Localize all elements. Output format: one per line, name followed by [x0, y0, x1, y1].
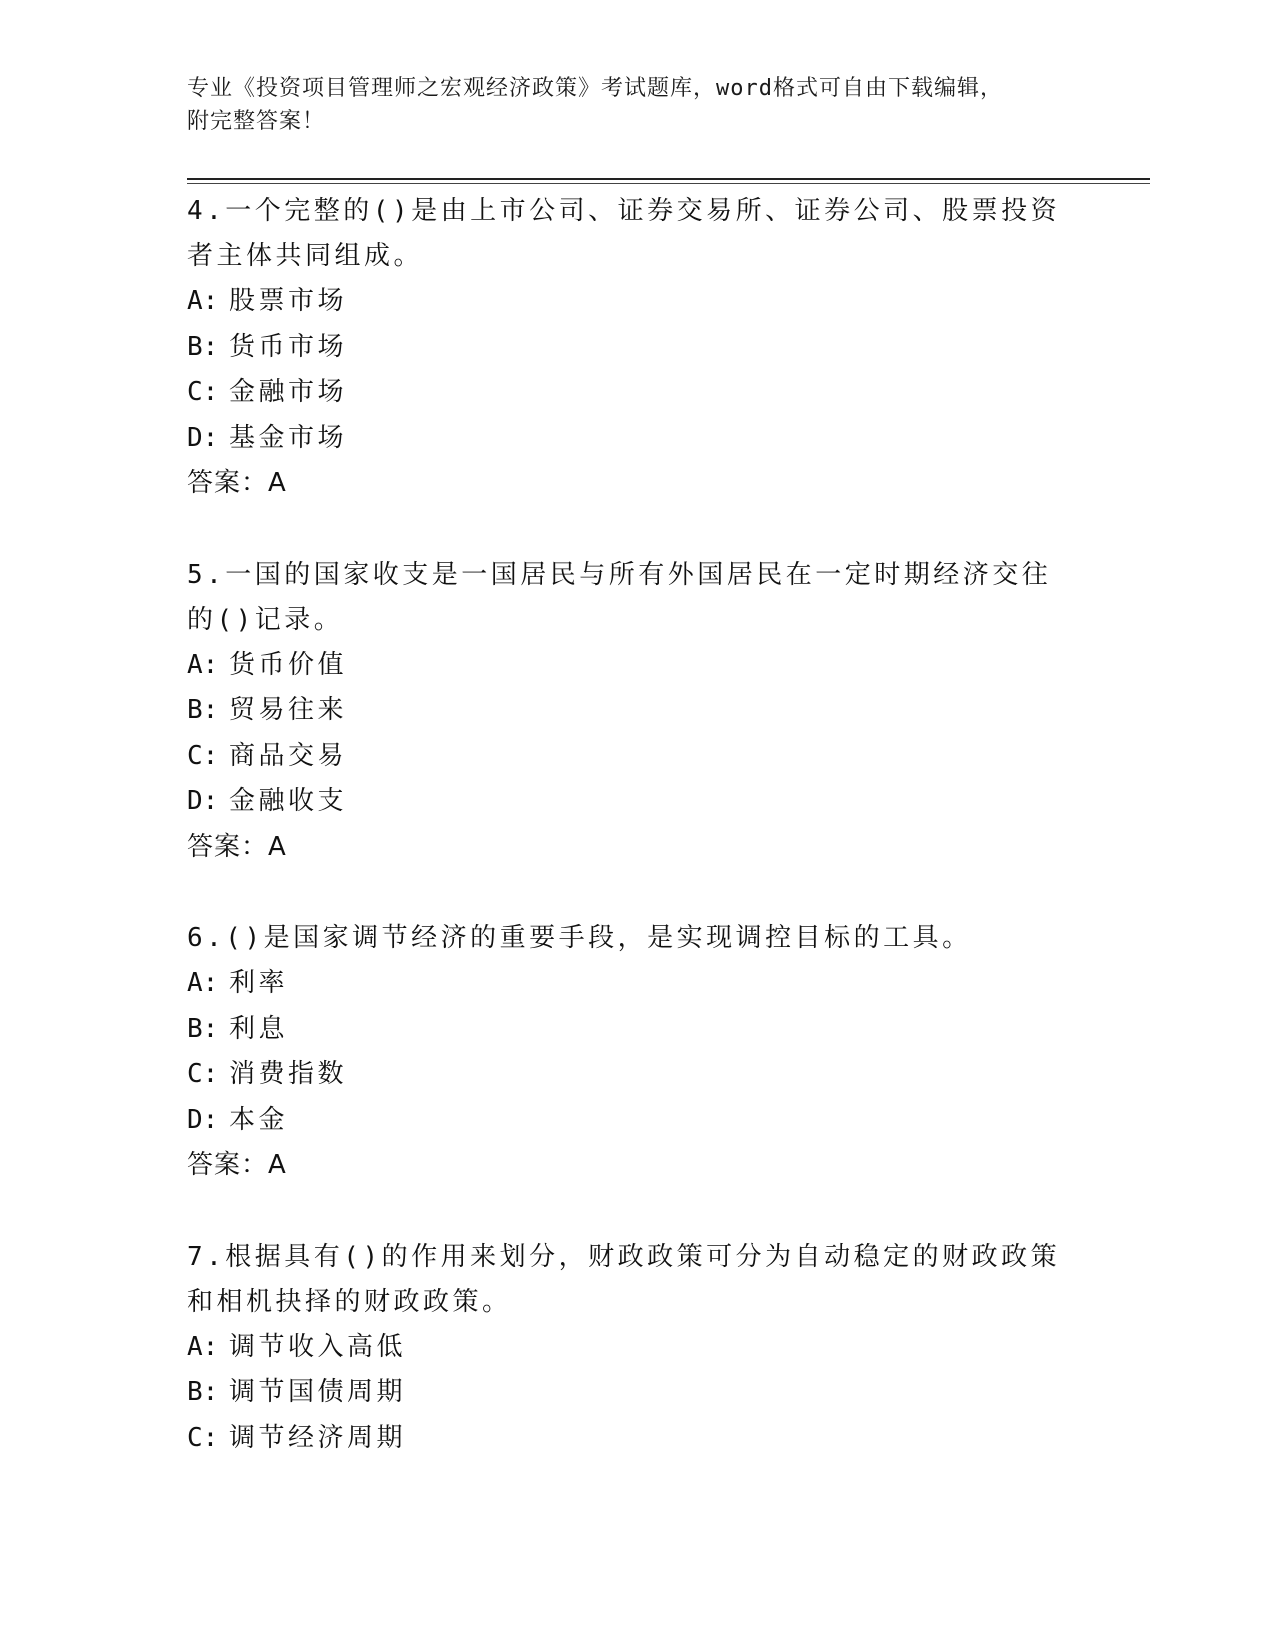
answer-line: 答案：A	[187, 468, 287, 498]
question-5	[187, 553, 1087, 871]
option-b	[187, 688, 1087, 734]
option-text: 调节收入高低	[229, 1331, 407, 1362]
option-text: 调节国债周期	[229, 1377, 407, 1407]
option-b	[187, 325, 1087, 371]
option-letter: C:	[187, 1422, 219, 1453]
option-c	[187, 370, 1087, 416]
option-text: 利率	[229, 968, 289, 998]
answer-line: 答案：A	[187, 831, 287, 862]
option-a	[187, 643, 1087, 689]
header-line-1: 专业《投资项目管理师之宏观经济政策》考试题库，word格式可自由下载编辑，	[187, 76, 1003, 101]
answer-line: 答案：A	[187, 1150, 287, 1180]
option-text: 金融市场	[229, 377, 348, 407]
option-letter: B:	[187, 331, 219, 362]
option-text: 金融收支	[229, 786, 348, 816]
question-6	[187, 916, 1087, 1189]
question-text: 6.()是国家调节经济的重要手段，是实现调控目标的工具。	[187, 923, 972, 953]
question-list	[187, 189, 1087, 1507]
option-letter: B:	[187, 1013, 219, 1044]
option-letter: D:	[187, 786, 219, 816]
option-letter: C:	[187, 1059, 219, 1089]
option-c	[187, 1416, 1087, 1462]
header-line-2: 附完整答案！	[187, 109, 326, 134]
question-text: 7.根据具有()的作用来划分，财政政策可分为自动稳定的财政政策和相机抉择的财政政策。	[187, 1241, 1061, 1317]
question-text: 4.一个完整的()是由上市公司、证券交易所、证券公司、股票投资者主体共同组成。	[187, 196, 1061, 271]
option-letter: B:	[187, 1377, 219, 1407]
option-text: 股票市场	[229, 286, 348, 316]
option-text: 消费指数	[229, 1059, 348, 1089]
option-a	[187, 1325, 1087, 1371]
option-d	[187, 1098, 1087, 1144]
option-a	[187, 279, 1087, 325]
option-letter: C:	[187, 740, 219, 771]
option-text: 商品交易	[229, 740, 348, 771]
header-divider-thick	[187, 178, 1150, 180]
header-divider-thin	[187, 183, 1150, 184]
option-text: 调节经济周期	[229, 1422, 407, 1453]
option-letter: A:	[187, 286, 219, 316]
option-text: 贸易往来	[229, 695, 348, 725]
option-d	[187, 779, 1087, 825]
option-text: 利息	[229, 1013, 289, 1044]
question-4	[187, 189, 1087, 507]
option-letter: A:	[187, 649, 219, 680]
option-c	[187, 734, 1087, 780]
option-letter: B:	[187, 695, 219, 725]
option-text: 货币市场	[229, 331, 348, 362]
option-a	[187, 961, 1087, 1007]
option-b	[187, 1370, 1087, 1416]
option-letter: C:	[187, 377, 219, 407]
option-letter: A:	[187, 1331, 219, 1362]
option-text: 基金市场	[229, 422, 348, 453]
question-7	[187, 1235, 1087, 1462]
option-d	[187, 416, 1087, 462]
option-letter: D:	[187, 422, 219, 453]
option-letter: A:	[187, 968, 219, 998]
option-letter: D:	[187, 1104, 219, 1135]
option-b	[187, 1007, 1087, 1053]
question-text: 5.一国的国家收支是一国居民与所有外国居民在一定时期经济交往的()记录。	[187, 559, 1052, 635]
option-text: 本金	[229, 1104, 289, 1135]
option-text: 货币价值	[229, 649, 348, 680]
document-header	[187, 72, 1067, 138]
option-c	[187, 1052, 1087, 1098]
